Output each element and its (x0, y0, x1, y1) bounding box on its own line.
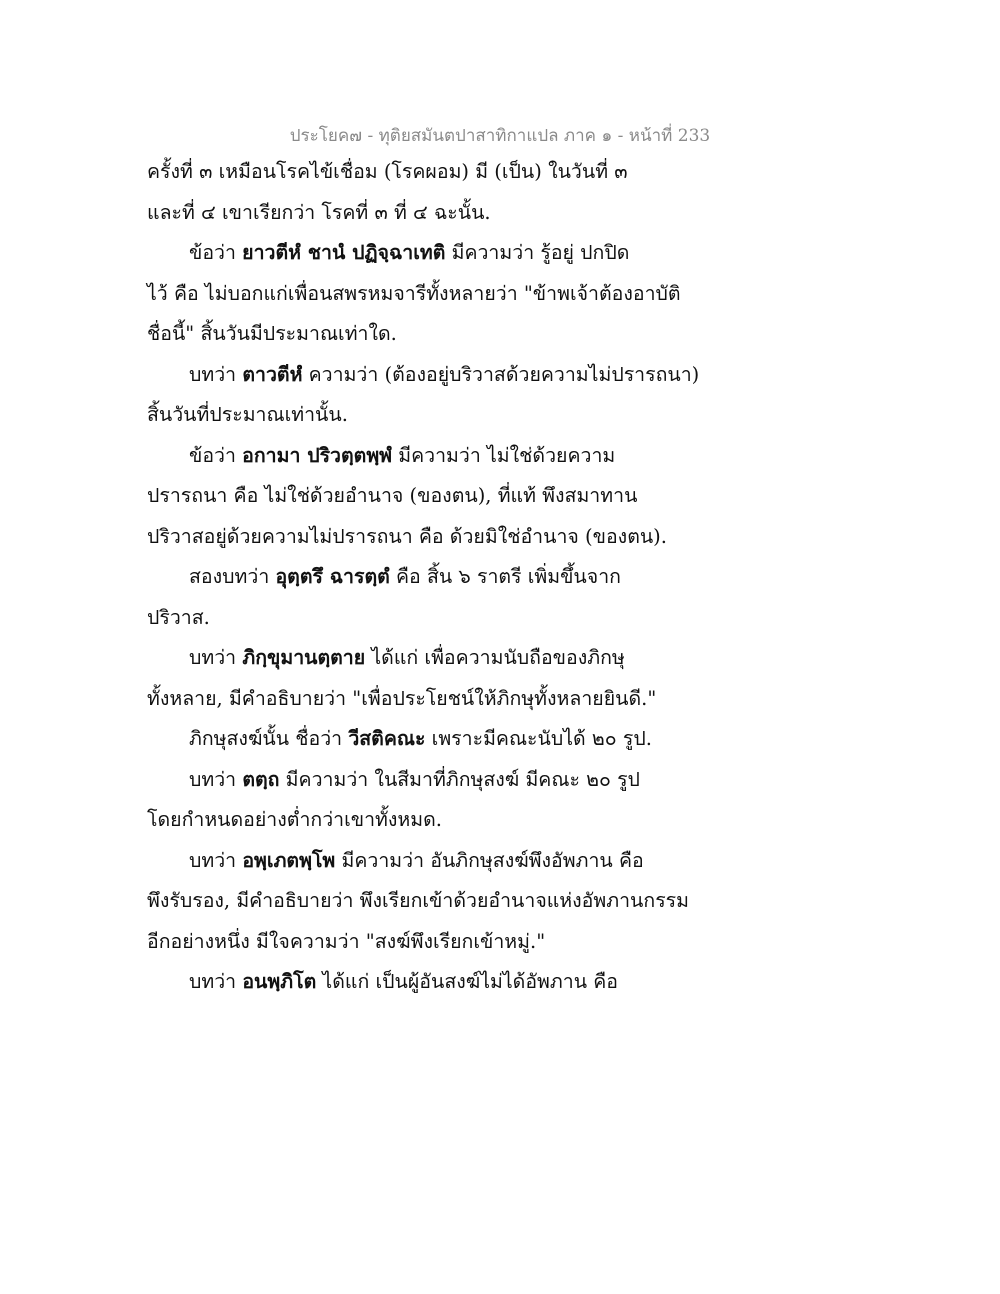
paragraph-first-line (147, 841, 707, 882)
paragraph-first-line (147, 355, 707, 396)
text-run: ไว้ คือ ไม่บอกแก่เพื่อนสพรหมจารีทั้งหลายว่า "ข้าพเจ้าต้องอาบัติ (147, 281, 681, 305)
text-line (147, 152, 707, 193)
text-line (147, 517, 707, 558)
text-line (147, 800, 707, 841)
paragraph-first-line (147, 760, 707, 801)
text-run: ชื่อนี้" สิ้นวันมีประมาณเท่าใด. (147, 322, 397, 345)
text-run: เพราะมีคณะนับได้ ๒๐ รูป. (425, 727, 652, 750)
text-run: มีความว่า ในสีมาที่ภิกษุสงฆ์ มีคณะ ๒๐ รูป (279, 767, 640, 791)
text-run: ภิกษุสงฆ์นั้น ชื่อว่า (189, 727, 349, 750)
text-run: อีกอย่างหนึ่ง มีใจความว่า "สงฆ์พึงเรียกเข้าหมู่." (147, 929, 546, 953)
text-run: ทั้งหลาย, มีคำอธิบายว่า "เพื่อประโยชน์ให้ภิกษุทั้งหลายยินดี." (147, 686, 657, 710)
text-line (147, 314, 707, 355)
text-run: และที่ ๔ เขาเรียกว่า โรคที่ ๓ ที่ ๔ ฉะนั้น. (147, 200, 491, 224)
text-run: ปริวาสอยู่ด้วยความไม่ปรารถนา คือ ด้วยมิใช่อำนาจ (ของตน). (147, 524, 667, 548)
text-line (147, 881, 707, 922)
text-line (147, 476, 707, 517)
pali-term: ยาวตีหํ ชานํ ปฏิจฺฉาเทติ (242, 241, 446, 264)
pali-term: ภิกฺขุมานตฺตาย (242, 646, 366, 669)
text-run: บทว่า (189, 848, 243, 872)
text-line (147, 679, 707, 720)
paragraph-first-line (147, 233, 707, 274)
text-line (147, 922, 707, 963)
text-line (147, 193, 707, 234)
text-run: พึงรับรอง, มีคำอธิบายว่า พึงเรียกเข้าด้วยอำนาจแห่งอัพภานกรรม (147, 889, 689, 912)
pali-term: ตาวตีหํ (242, 362, 303, 386)
text-run: ครั้งที่ ๓ เหมือนโรคไข้เชื่อม (โรคผอม) มี (เป็น) ในวันที่ ๓ (147, 160, 628, 183)
text-run: มีความว่า ไม่ใช่ด้วยความ (392, 443, 616, 467)
paragraph-first-line (147, 436, 707, 477)
paragraph-first-line (147, 719, 707, 760)
text-run: โดยกำหนดอย่างต่ำกว่าเขาทั้งหมด. (147, 808, 442, 831)
paragraph-first-line (147, 962, 707, 1003)
text-line (147, 395, 707, 436)
text-run: ปรารถนา คือ ไม่ใช่ด้วยอำนาจ (ของตน), ที่แท้ พึงสมาทาน (147, 484, 638, 507)
text-run: บทว่า (189, 767, 243, 791)
text-run: มีความว่า รู้อยู่ ปกปิด (445, 241, 630, 264)
pali-term: อนพฺภิโต (242, 970, 317, 993)
page-header: ประโยค๗ - ทุติยสมันตปาสาทิกาแปล ภาค ๑ - หน้าที่ 233 (289, 126, 711, 146)
text-run: ความว่า (ต้องอยู่บริวาสด้วยความไม่ปรารถนา) (302, 362, 700, 386)
paragraph-first-line (147, 557, 707, 598)
text-line (147, 274, 707, 315)
text-run: ข้อว่า (189, 443, 243, 467)
text-run: บทว่า (189, 970, 243, 993)
text-run: ได้แก่ เป็นผู้อันสงฆ์ไม่ได้อัพภาน คือ (316, 970, 618, 993)
text-run: ปริวาส. (147, 605, 210, 629)
text-run: สองบทว่า (189, 565, 276, 588)
pali-term: อกามา ปริวตฺตพฺพํ (242, 443, 393, 467)
text-run: ข้อว่า (189, 241, 243, 264)
text-run: สิ้นวันที่ประมาณเท่านั้น. (147, 403, 348, 426)
pali-term: วีสติคณะ (348, 727, 426, 750)
text-run: มีความว่า อันภิกษุสงฆ์พึงอัพภาน คือ (335, 848, 644, 872)
body-text (147, 152, 707, 1003)
paragraph-first-line (147, 638, 707, 679)
text-run: ได้แก่ เพื่อความนับถือของภิกษุ (365, 646, 625, 669)
pali-term: อพฺเภตพฺโพ (242, 848, 336, 872)
text-run: บทว่า (189, 362, 243, 386)
pali-term: อุตฺตรึ ฉารตฺตํ (275, 565, 390, 588)
text-line (147, 598, 707, 639)
pali-term: ตตฺถ (242, 767, 280, 791)
text-run: บทว่า (189, 646, 243, 669)
text-run: คือ สิ้น ๖ ราตรี เพิ่มขึ้นจาก (389, 565, 621, 588)
